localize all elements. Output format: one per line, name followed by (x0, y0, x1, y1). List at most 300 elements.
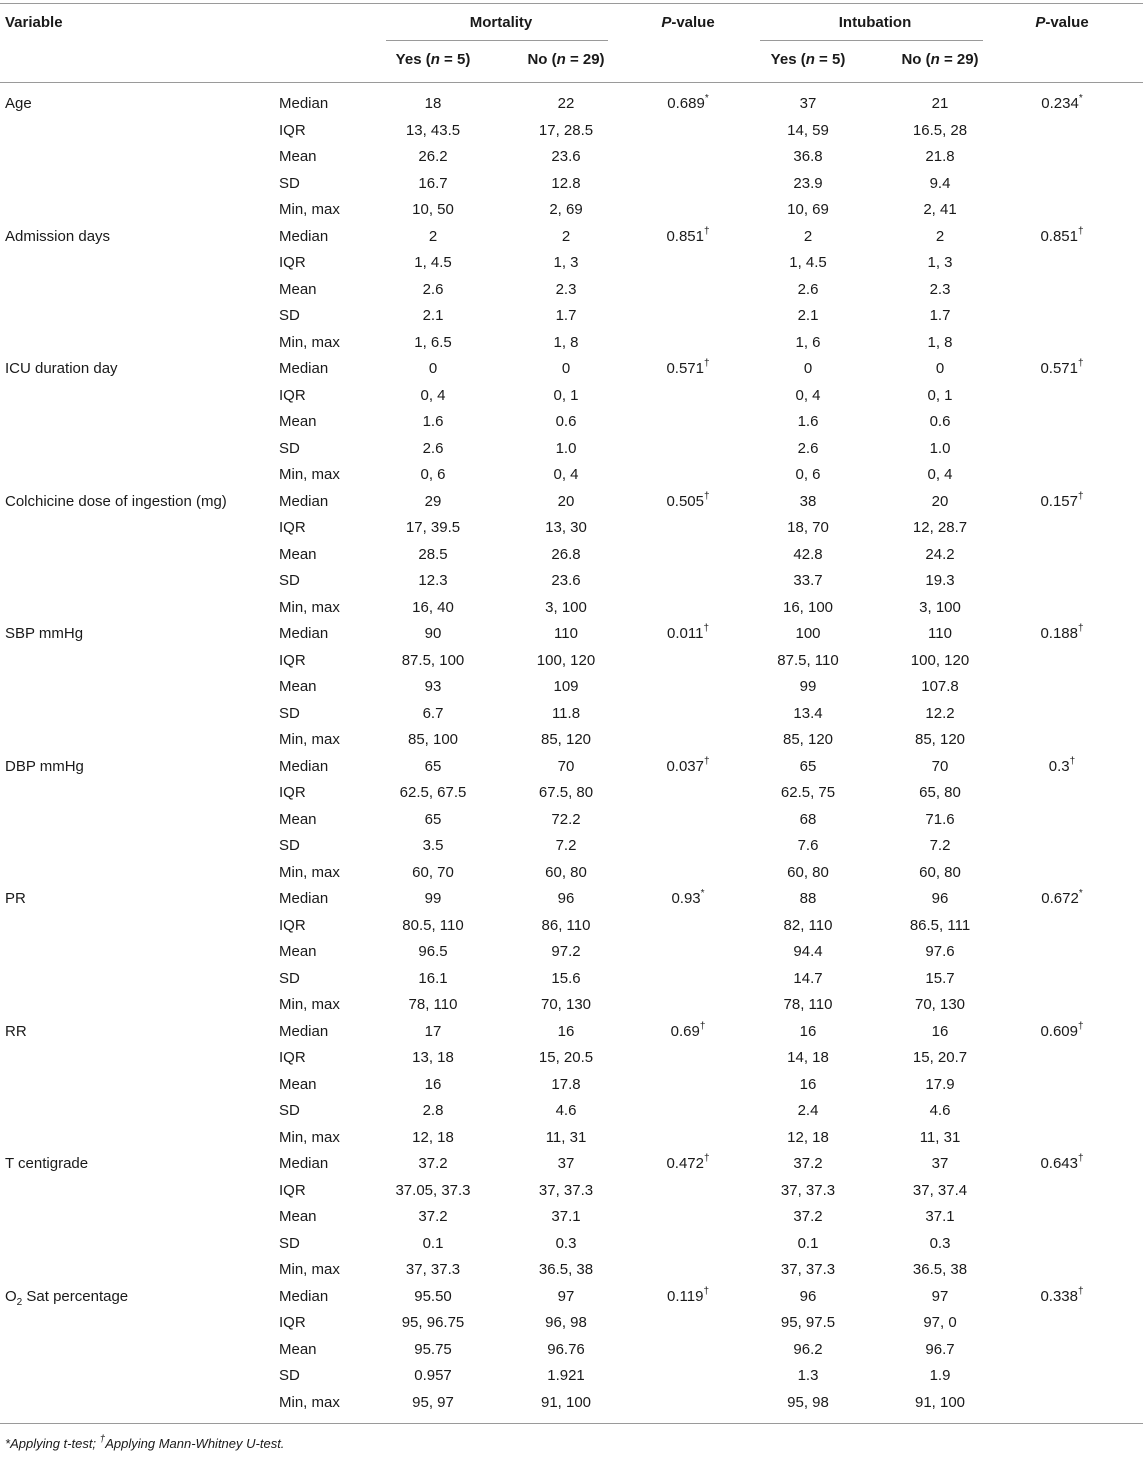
header-rule (0, 82, 1143, 83)
p-value-number: 0.3 (1048, 757, 1070, 775)
stat-label: IQR (279, 519, 306, 536)
stat-label: SD (279, 969, 300, 987)
stat-value: 95.75 (414, 1340, 452, 1358)
header-intubation-no: No (n = 29) (901, 51, 979, 68)
stat-label: IQR (279, 916, 306, 934)
p-value-number: 0.571 (666, 360, 704, 377)
p-value-mark: † (703, 623, 709, 634)
stat-value: 16 (799, 1022, 817, 1040)
stat-label: SD (279, 1367, 300, 1384)
stat-value: 0.1 (422, 1234, 444, 1252)
stat-value: 17.9 (925, 1075, 955, 1093)
footnote-dagger-mark: † (99, 1433, 106, 1445)
p-value-number: 0.851 (1040, 227, 1078, 245)
stat-value: 36.5, 38 (538, 1261, 594, 1278)
stat-value: 37 (931, 1155, 949, 1172)
stat-label: Min, max (279, 201, 340, 218)
p-value (1040, 1155, 1083, 1173)
stat-value: 2.6 (797, 280, 819, 298)
stat-value: 70, 130 (540, 996, 592, 1013)
stat-value: 2 (935, 227, 945, 245)
stat-value: 1.6 (422, 413, 444, 430)
stat-value: 17 (424, 1022, 442, 1040)
stat-value: 37 (557, 1155, 575, 1172)
stat-value: 15.6 (551, 969, 581, 987)
p-value (667, 625, 709, 643)
stat-value: 65, 80 (919, 784, 961, 801)
p-value-number: 0.472 (666, 1155, 704, 1172)
stat-value: 95, 97.5 (780, 1314, 836, 1331)
stat-value: 1, 3 (927, 254, 953, 271)
header-intubation-yes: Yes (n = 5) (770, 51, 846, 68)
stat-value: 37.2 (418, 1155, 448, 1172)
stat-value: 1.3 (797, 1367, 819, 1384)
intubation-group-rule (760, 40, 983, 41)
stat-value: 97, 0 (923, 1314, 957, 1331)
stat-label: Min, max (279, 466, 340, 483)
stat-value: 3.5 (422, 837, 444, 854)
stat-value: 0, 1 (553, 386, 579, 404)
stat-value: 15, 20.5 (538, 1049, 594, 1066)
stat-value: 2 (428, 227, 438, 245)
p-value-mark: † (703, 358, 710, 369)
stat-label: Median (279, 1022, 329, 1040)
stat-value: 2.6 (797, 439, 819, 457)
stat-value: 0, 6 (795, 466, 821, 483)
stat-label: SD (279, 1102, 300, 1119)
stat-value: 94.4 (793, 943, 823, 960)
stat-value: 0 (561, 360, 571, 377)
stat-value: 20 (557, 492, 575, 510)
p-value-number: 0.689 (667, 95, 705, 112)
stat-value: 85, 100 (407, 731, 459, 748)
stat-value: 37.1 (551, 1208, 581, 1225)
p-value-mark: † (1077, 490, 1084, 502)
stat-value: 97 (931, 1287, 949, 1305)
p-value-mark: † (703, 490, 710, 502)
p-value-mark: † (1077, 358, 1084, 369)
p-value-number: 0.672 (1041, 890, 1079, 907)
stat-value: 72.2 (551, 810, 581, 828)
p-value-mark: * (1078, 93, 1083, 104)
stat-value: 1.7 (555, 307, 577, 324)
header-mortality: Mortality (469, 14, 533, 31)
variable-label: ICU duration day (5, 360, 118, 377)
p-value-number: 0.119 (667, 1287, 704, 1305)
stat-value: 97.6 (925, 943, 955, 960)
stat-value: 21 (931, 95, 949, 112)
p-value-mark: † (699, 1020, 706, 1032)
stat-value: 60, 80 (787, 863, 829, 881)
stat-value: 36.5, 38 (912, 1261, 968, 1278)
stat-value: 88 (799, 890, 817, 907)
variable-label: Age (5, 95, 32, 112)
p-value-mark: † (1077, 623, 1084, 634)
p-value-number: 0.643 (1040, 1155, 1078, 1172)
stat-value: 11, 31 (919, 1128, 961, 1146)
stat-value: 37.1 (925, 1208, 955, 1225)
stat-value: 97.2 (551, 943, 581, 960)
p-value-number: 0.188 (1040, 625, 1078, 642)
stat-value: 6.7 (422, 704, 444, 722)
stat-value: 0.6 (555, 413, 577, 430)
stat-value: 21.8 (925, 148, 955, 165)
stat-value: 13.4 (793, 704, 823, 722)
p-value (667, 1285, 709, 1306)
p-value (667, 95, 708, 113)
stat-value: 95, 97 (412, 1393, 454, 1411)
p-value (1040, 625, 1083, 643)
stat-value: 1.0 (555, 439, 577, 457)
stat-value: 37.2 (418, 1208, 448, 1225)
stat-label: Min, max (279, 1261, 340, 1278)
stat-value: 0, 4 (795, 386, 821, 404)
stat-value: 0, 4 (420, 386, 446, 404)
stat-value: 110 (554, 625, 578, 642)
top-rule (0, 3, 1143, 4)
stat-value: 37, 37.3 (405, 1261, 461, 1278)
stat-value: 1.921 (547, 1367, 585, 1384)
header-pvalue-intubation: P-value (1035, 14, 1089, 31)
p-value-mark: † (1069, 755, 1076, 767)
stat-value: 3, 100 (545, 598, 587, 616)
stat-value: 1, 3 (553, 254, 579, 271)
stat-value: 16.1 (418, 969, 448, 987)
header-pvalue-p: P (661, 14, 672, 31)
stat-label: IQR (279, 651, 306, 669)
p-value (670, 1020, 706, 1041)
stat-value: 95.50 (414, 1287, 452, 1305)
p-value (666, 755, 710, 776)
stat-value: 0 (803, 360, 813, 377)
stat-value: 70 (557, 757, 575, 775)
stat-value: 23.6 (551, 572, 581, 589)
p-value (1040, 1020, 1084, 1041)
stat-value: 96.5 (418, 943, 448, 960)
stat-value: 96 (799, 1287, 817, 1305)
stat-value: 67.5, 80 (538, 784, 594, 801)
header-mortality-no: No (n = 29) (527, 51, 605, 68)
stat-value: 16 (799, 1075, 817, 1093)
stat-label: IQR (279, 1314, 306, 1331)
stat-value: 15, 20.7 (912, 1049, 968, 1066)
stat-value: 37, 37.3 (780, 1261, 836, 1278)
stat-value: 7.2 (929, 837, 951, 854)
stat-value: 82, 110 (783, 916, 833, 934)
stat-value: 96, 98 (545, 1314, 587, 1331)
p-value (666, 1155, 709, 1173)
stat-value: 17, 39.5 (405, 519, 461, 536)
p-value-mark: † (1077, 1020, 1084, 1032)
p-value (1041, 890, 1082, 908)
stat-value: 18 (424, 95, 442, 112)
stat-value: 86.5, 111 (909, 916, 971, 934)
stat-value: 2.6 (422, 280, 444, 298)
stat-value: 60, 80 (919, 863, 961, 881)
stat-label: IQR (279, 1049, 306, 1066)
stat-label: Min, max (279, 731, 340, 748)
stat-value: 37.2 (793, 1208, 823, 1225)
stat-value: 4.6 (555, 1102, 577, 1119)
stat-value: 85, 120 (914, 731, 966, 748)
stat-label: SD (279, 572, 300, 589)
stat-value: 3, 100 (919, 598, 961, 616)
stat-value: 42.8 (793, 545, 823, 563)
header-pvalue-p: P (1035, 14, 1046, 31)
bottom-rule (0, 1423, 1143, 1424)
stat-value: 95, 96.75 (401, 1314, 465, 1331)
stat-label: Mean (279, 1208, 317, 1225)
stat-value: 100 (795, 625, 821, 642)
p-value (666, 490, 710, 511)
stat-value: 14, 18 (787, 1049, 829, 1066)
p-value (671, 890, 704, 908)
stat-value: 1, 6.5 (414, 333, 452, 351)
footnote (5, 1433, 285, 1451)
stat-value: 109 (553, 678, 579, 695)
p-value-number: 0.93 (671, 890, 701, 907)
footnote-star-mark: * (5, 1436, 11, 1451)
stat-value: 17.8 (551, 1075, 581, 1093)
stat-value: 78, 110 (408, 996, 458, 1013)
header-mortality-yes: Yes (n = 5) (395, 51, 471, 68)
stat-label: Min, max (279, 996, 340, 1013)
stat-value: 87.5, 100 (401, 651, 465, 669)
stat-value: 37, 37.4 (912, 1181, 968, 1199)
stat-value: 11.8 (551, 704, 581, 722)
stat-label: Mean (279, 810, 317, 828)
stat-value: 16, 40 (412, 598, 454, 616)
p-value-mark: † (1077, 225, 1084, 237)
p-value-mark: † (703, 755, 710, 767)
stat-value: 1, 8 (927, 333, 953, 351)
stat-value: 7.2 (555, 837, 577, 854)
header-pvalue-mortality: P-value (661, 14, 715, 31)
variable-label: Colchicine dose of ingestion (mg) (5, 492, 227, 510)
stat-value: 1, 4.5 (414, 254, 452, 271)
p-value-mark: * (700, 888, 705, 899)
stat-value: 14.7 (793, 969, 823, 987)
stat-value: 1, 8 (553, 333, 579, 351)
stat-value: 1.6 (797, 413, 819, 430)
stat-value: 22 (557, 95, 575, 112)
stat-value: 2 (803, 227, 813, 245)
stat-label: Mean (279, 1075, 317, 1093)
stat-value: 68 (799, 810, 817, 828)
p-value-number: 0.157 (1040, 492, 1078, 510)
stat-value: 0.3 (555, 1234, 577, 1252)
stat-value: 107.8 (921, 678, 959, 695)
stat-value: 2.3 (929, 280, 951, 298)
stat-value: 16 (557, 1022, 575, 1040)
stat-value: 62.5, 75 (780, 784, 836, 801)
stat-value: 0 (935, 360, 945, 377)
stat-value: 100, 120 (910, 651, 970, 669)
stat-value: 87.5, 110 (777, 651, 839, 669)
stat-value: 2.3 (555, 280, 577, 298)
stat-value: 78, 110 (783, 996, 833, 1013)
stat-label: IQR (279, 784, 306, 801)
stat-label: SD (279, 1234, 300, 1252)
stat-value: 70 (931, 757, 949, 775)
p-value-number: 0.234 (1041, 95, 1079, 112)
stat-label: Mean (279, 148, 317, 165)
stat-value: 2, 69 (549, 201, 583, 218)
p-value (666, 360, 709, 378)
stat-label: Mean (279, 413, 317, 430)
stat-value: 86, 110 (541, 916, 591, 934)
stat-label: Min, max (279, 598, 340, 616)
stat-value: 0, 4 (553, 466, 579, 483)
p-value-number: 0.011 (667, 625, 704, 642)
stat-value: 37.2 (793, 1155, 823, 1172)
p-value (1040, 225, 1084, 246)
stat-value: 2.1 (422, 307, 444, 324)
stat-value: 1.0 (929, 439, 951, 457)
stat-label: Mean (279, 545, 317, 563)
stat-value: 0 (428, 360, 438, 377)
stat-label: Median (279, 1287, 329, 1305)
p-value (1041, 95, 1082, 113)
stat-label: Median (279, 492, 329, 510)
p-value-mark: * (1078, 888, 1083, 899)
stat-value: 23.9 (793, 174, 823, 192)
stat-value: 99 (424, 890, 442, 907)
p-value-mark: * (704, 93, 709, 104)
stat-value: 19.3 (925, 572, 955, 589)
stat-label: Mean (279, 943, 317, 960)
p-value (1040, 360, 1083, 378)
p-value (1040, 490, 1084, 511)
stat-label: Min, max (279, 1393, 340, 1411)
stat-label: SD (279, 837, 300, 854)
stat-label: SD (279, 704, 300, 722)
stat-label: Mean (279, 678, 317, 695)
stat-label: IQR (279, 1181, 306, 1199)
stat-label: IQR (279, 121, 306, 139)
p-value-number: 0.037 (666, 757, 704, 775)
stat-value: 1.9 (929, 1367, 951, 1384)
stat-value: 17, 28.5 (538, 121, 594, 139)
variable-label: RR (5, 1022, 27, 1040)
stat-value: 0.6 (929, 413, 951, 430)
stat-label: Min, max (279, 333, 340, 351)
stat-value: 70, 130 (914, 996, 966, 1013)
stat-value: 26.8 (551, 545, 581, 563)
variable-label: PR (5, 890, 26, 907)
stat-value: 12, 18 (412, 1128, 454, 1146)
stat-value: 28.5 (418, 545, 448, 563)
stat-value: 0.1 (797, 1234, 819, 1252)
stat-value: 15.7 (925, 969, 955, 987)
stat-value: 90 (424, 625, 442, 642)
stat-value: 37, 37.3 (538, 1181, 594, 1199)
footnote-star-text: Applying t-test; (10, 1436, 100, 1451)
stat-value: 2 (561, 227, 571, 245)
p-value-mark: † (703, 1285, 709, 1297)
footnote-dagger-text: Applying Mann-Whitney U-test. (105, 1436, 285, 1451)
stat-label: Median (279, 1155, 329, 1172)
stat-value: 62.5, 67.5 (399, 784, 467, 801)
variable-label: Admission days (5, 227, 111, 245)
stat-value: 20 (931, 492, 949, 510)
stat-value: 26.2 (418, 148, 448, 165)
stat-value: 37, 37.3 (780, 1181, 836, 1199)
variable-label: SBP mmHg (5, 625, 84, 642)
stat-value: 13, 43.5 (405, 121, 461, 139)
stat-label: Median (279, 757, 329, 775)
stat-value: 16, 100 (782, 598, 834, 616)
stat-value: 18, 70 (787, 519, 829, 536)
stat-value: 85, 120 (782, 731, 834, 748)
stat-value: 9.4 (929, 174, 951, 192)
p-value-mark: † (703, 1153, 710, 1164)
p-value (666, 225, 710, 246)
stat-value: 65 (424, 757, 442, 775)
stat-value: 110 (928, 625, 952, 642)
stat-value: 36.8 (793, 148, 823, 165)
stat-value: 96 (557, 890, 575, 907)
stat-value: 65 (424, 810, 442, 828)
stat-value: 0.957 (414, 1367, 452, 1384)
stat-label: Median (279, 890, 329, 907)
stat-value: 100, 120 (536, 651, 596, 669)
stat-value: 13, 30 (545, 519, 587, 536)
variable-label: DBP mmHg (5, 757, 84, 775)
p-value-number: 0.571 (1040, 360, 1078, 377)
mortality-group-rule (386, 40, 608, 41)
stat-value: 96.2 (793, 1340, 823, 1358)
stat-value: 71.6 (925, 810, 955, 828)
stat-value: 10, 69 (787, 201, 829, 218)
variable-label: T centigrade (5, 1155, 89, 1172)
stat-value: 12.8 (551, 174, 581, 192)
stat-label: Mean (279, 1340, 317, 1358)
stat-label: Median (279, 95, 329, 112)
stat-value: 11, 31 (545, 1128, 587, 1146)
p-value-number: 0.851 (666, 227, 704, 245)
stat-value: 4.6 (929, 1102, 951, 1119)
stat-label: IQR (279, 386, 306, 404)
stat-label: SD (279, 439, 300, 457)
stat-value: 93 (424, 678, 442, 695)
stat-label: SD (279, 307, 300, 324)
stat-value: 80.5, 110 (402, 916, 464, 934)
stat-value: 1, 4.5 (789, 254, 827, 271)
stat-label: Mean (279, 280, 317, 298)
stat-value: 37 (799, 95, 817, 112)
stat-value: 16.5, 28 (912, 121, 968, 139)
stat-value: 1, 6 (795, 333, 821, 351)
stat-value: 97 (557, 1287, 575, 1305)
stat-value: 2.4 (797, 1102, 819, 1119)
stat-label: IQR (279, 254, 306, 271)
stat-value: 37.05, 37.3 (395, 1181, 471, 1199)
stat-value: 23.6 (551, 148, 581, 165)
p-value-number: 0.505 (666, 492, 704, 510)
stat-value: 16 (931, 1022, 949, 1040)
stat-value: 65 (799, 757, 817, 775)
stat-value: 2, 41 (923, 201, 957, 218)
stat-label: Min, max (279, 1128, 340, 1146)
stat-label: Median (279, 360, 329, 377)
stat-value: 12, 28.7 (912, 519, 968, 536)
stat-value: 91, 100 (914, 1393, 966, 1411)
p-value-mark: † (1077, 1285, 1084, 1297)
stat-value: 24.2 (925, 545, 955, 563)
stat-value: 96.7 (925, 1340, 955, 1358)
stat-value: 33.7 (793, 572, 823, 589)
